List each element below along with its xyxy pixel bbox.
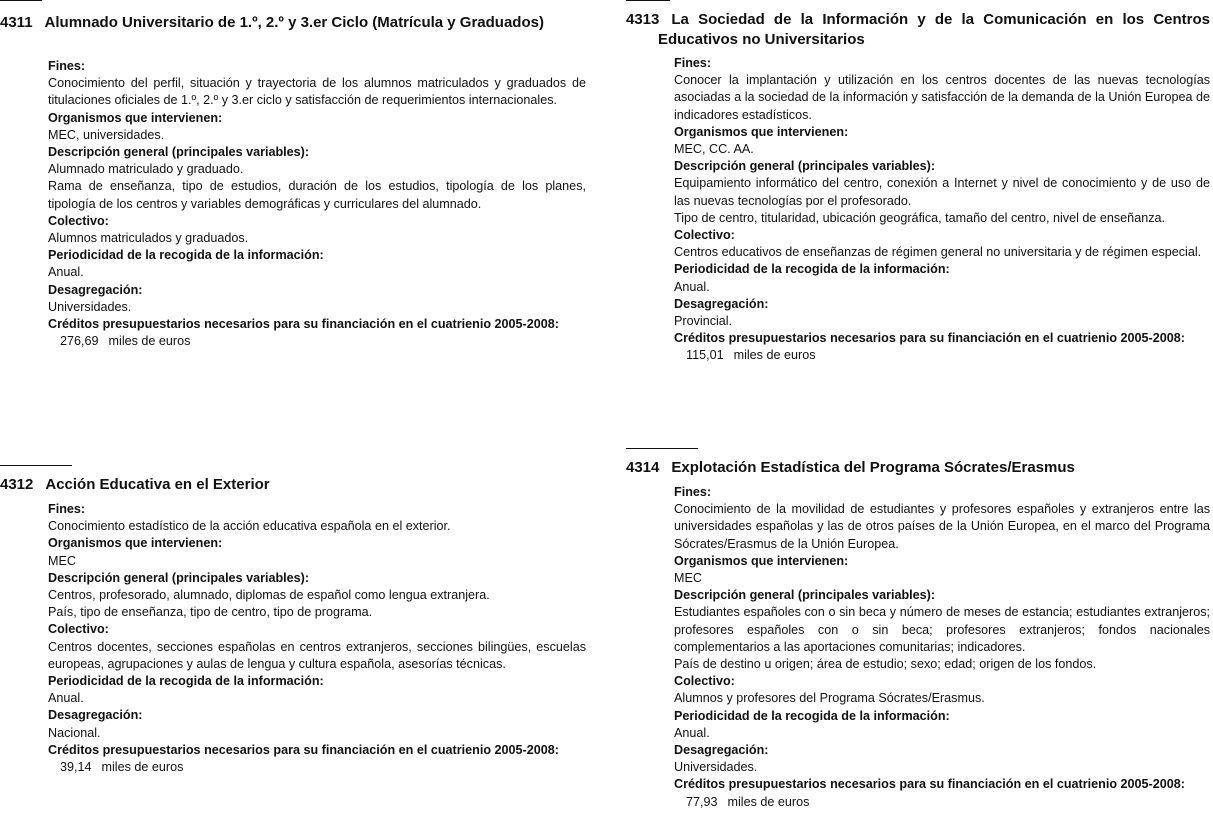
desagregacion-text: Provincial. [674, 314, 733, 329]
entry-body [674, 484, 1210, 811]
entry-number: 4313 [626, 11, 660, 28]
descripcion-text: Centros, profesorado, alumnado, diplomas de español como lengua extranjera. [48, 588, 490, 603]
section-rule [626, 448, 698, 449]
desagregacion-text: Universidades. [674, 760, 758, 775]
creditos-label: Créditos presupuestarios necesarios para su financiación en el cuatrienio 2005-2008: [674, 777, 1185, 792]
descripcion-text: Estudiantes españoles con o sin beca y número de meses de estancia; estudiantes extranjeros; profesores españoles con o sin beca; profesores extranjeros; fondos nacionales complementarios a las aportaciones comunitarias; indicadores. [674, 605, 1210, 654]
periodicidad-text: Anual. [674, 279, 710, 294]
colectivo-text: Centros docentes, secciones españolas en centros extranjeros, secciones bilingües, escuelas europeas, agrupaciones y aulas de lengua y cultura española, asesorías técnicas. [48, 639, 586, 671]
section-rule [0, 0, 42, 1]
creditos-amount: 39,14 [60, 760, 92, 775]
descripcion-text: Equipamiento informático del centro, conexión a Internet y nivel de conocimiento y de uso de las nuevas tecnologías por el profesorado. [674, 176, 1210, 208]
colectivo-text: Centros educativos de enseñanzas de régimen general no universitaria y de régimen especial. [674, 245, 1202, 260]
entry-heading [0, 475, 598, 495]
section-rule [0, 465, 72, 466]
desagregacion-label: Desagregación: [674, 296, 769, 311]
descripcion-text: Alumnado matriculado y graduado. [48, 162, 244, 177]
entry-title: Alumnado Universitario de 1.º, 2.º y 3.er Ciclo (Matrícula y Graduados) [44, 14, 544, 31]
periodicidad-label: Periodicidad de la recogida de la información: [674, 262, 950, 277]
descripcion-text: País de destino u origen; área de estudio; sexo; edad; origen de los fondos. [674, 657, 1097, 672]
creditos-unit: miles de euros [727, 794, 810, 809]
creditos-amount: 77,93 [686, 794, 718, 809]
fines-text: Conocer la implantación y utilización en los centros docentes de las nuevas tecnologías asociadas a la sociedad de la información y satisfacción de la demanda de la Unión Europea de indicadores estadísticos. [674, 73, 1210, 122]
entry-body [48, 501, 586, 776]
descripcion-label: Descripción general (principales variables): [48, 570, 310, 585]
creditos-amount-row [674, 347, 1210, 364]
creditos-amount-row [48, 759, 586, 776]
periodicidad-text: Anual. [48, 691, 84, 706]
fines-text: Conocimiento de la movilidad de estudiantes y profesores españoles y extranjeros entre las universidades españolas y las de otros países de la Unión Europea, en el marco del Programa Sócrates/Erasmus de la Unión Europea. [674, 502, 1210, 551]
creditos-amount-row [48, 333, 586, 350]
colectivo-label: Colectivo: [674, 674, 735, 689]
organismos-label: Organismos que intervienen: [674, 553, 849, 568]
creditos-unit: miles de euros [108, 334, 191, 349]
entry-title: Acción Educativa en el Exterior [45, 476, 270, 493]
fines-label: Fines: [674, 56, 712, 70]
descripcion-text: Tipo de centro, titularidad, ubicación geográfica, tamaño del centro, nivel de enseñanza. [674, 210, 1165, 225]
colectivo-label: Colectivo: [48, 213, 109, 228]
organismos-label: Organismos que intervienen: [48, 536, 223, 551]
descripcion-text: País, tipo de enseñanza, tipo de centro, tipo de programa. [48, 605, 373, 620]
colectivo-text: Alumnos matriculados y graduados. [48, 231, 249, 246]
entry-body [674, 55, 1210, 365]
entry-heading [0, 13, 586, 33]
entry-heading [626, 458, 1213, 478]
colectivo-label: Colectivo: [48, 622, 109, 637]
creditos-label: Créditos presupuestarios necesarios para su financiación en el cuatrienio 2005-2008: [674, 331, 1185, 346]
desagregacion-label: Desagregación: [48, 282, 143, 297]
periodicidad-label: Periodicidad de la recogida de la información: [48, 248, 324, 263]
creditos-unit: miles de euros [101, 760, 184, 775]
entry-body [48, 58, 586, 350]
creditos-amount: 115,01 [686, 348, 724, 363]
organismos-text: MEC, CC. AA. [674, 142, 754, 157]
section-rule [626, 0, 670, 1]
creditos-unit: miles de euros [733, 348, 816, 363]
descripcion-label: Descripción general (principales variables): [674, 159, 936, 174]
organismos-text: MEC [48, 553, 76, 568]
fines-text: Conocimiento estadístico de la acción educativa española en el exterior. [48, 519, 451, 534]
periodicidad-text: Anual. [674, 725, 710, 740]
organismos-label: Organismos que intervienen: [674, 124, 849, 139]
desagregacion-text: Nacional. [48, 725, 101, 740]
desagregacion-text: Universidades. [48, 299, 132, 314]
organismos-text: MEC, universidades. [48, 127, 165, 142]
descripcion-text: Rama de enseñanza, tipo de estudios, duración de los estudios, tipología de los planes, tipología de los centros y variables demográficas y curriculares del alumnado. [48, 179, 586, 211]
fines-text: Conocimiento del perfil, situación y trayectoria de los alumnos matriculados y graduados de titulaciones oficiales de 1.º, 2.º y 3.er ciclo y satisfacción de requerimientos internacionales. [48, 76, 586, 108]
fines-label: Fines: [48, 502, 86, 516]
entry-title: La Sociedad de la Información y de la Comunicación en los Centros Educativos no Universitarios [658, 11, 1210, 48]
fines-label: Fines: [674, 485, 712, 499]
periodicidad-label: Periodicidad de la recogida de la información: [48, 674, 324, 689]
periodicidad-label: Periodicidad de la recogida de la información: [674, 708, 950, 723]
entry-number: 4311 [0, 14, 33, 31]
creditos-label: Créditos presupuestarios necesarios para su financiación en el cuatrienio 2005-2008: [48, 317, 559, 332]
entry-number: 4314 [626, 459, 660, 476]
creditos-amount-row [674, 794, 1210, 811]
descripcion-label: Descripción general (principales variables): [48, 145, 310, 160]
fines-label: Fines: [48, 59, 86, 73]
entry-number: 4312 [0, 476, 34, 493]
periodicidad-text: Anual. [48, 265, 84, 280]
descripcion-label: Descripción general (principales variables): [674, 588, 936, 603]
creditos-label: Créditos presupuestarios necesarios para su financiación en el cuatrienio 2005-2008: [48, 742, 559, 757]
entry-title: Explotación Estadística del Programa Sócrates/Erasmus [671, 459, 1075, 476]
organismos-text: MEC [674, 571, 702, 586]
colectivo-text: Alumnos y profesores del Programa Sócrates/Erasmus. [674, 691, 985, 706]
desagregacion-label: Desagregación: [674, 743, 769, 758]
colectivo-label: Colectivo: [674, 228, 735, 243]
creditos-amount: 276,69 [60, 334, 99, 349]
desagregacion-label: Desagregación: [48, 708, 143, 723]
organismos-label: Organismos que intervienen: [48, 110, 223, 125]
entry-heading [626, 10, 1210, 50]
